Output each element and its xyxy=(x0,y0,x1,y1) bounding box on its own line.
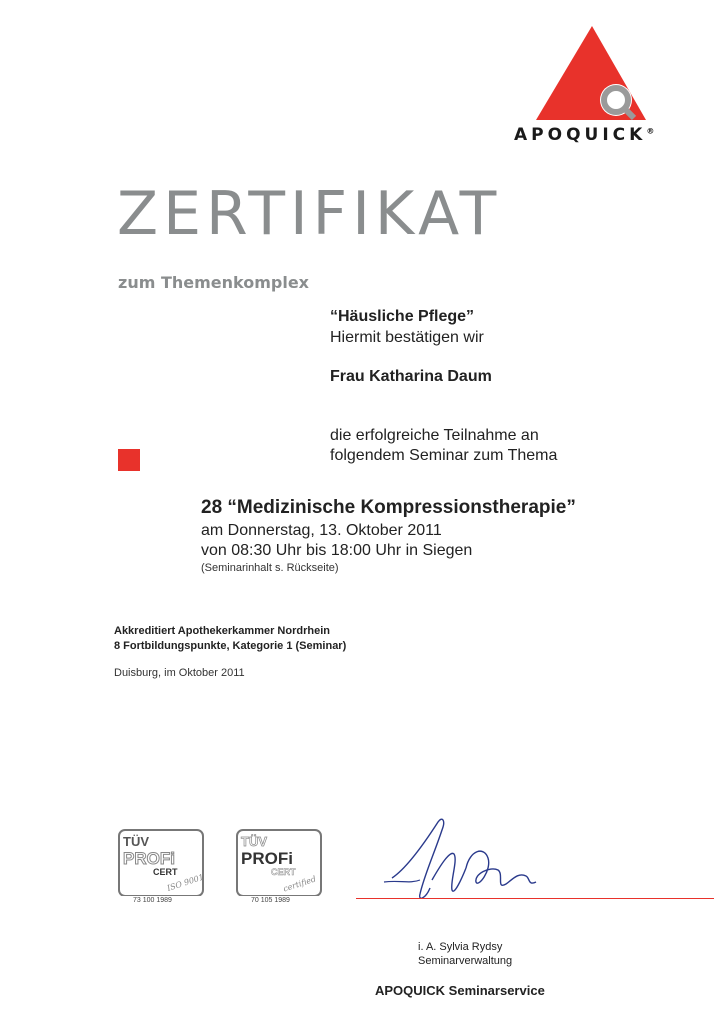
seal-profi-text: PROFi xyxy=(123,849,175,868)
topic: “Häusliche Pflege” xyxy=(330,308,475,325)
seminar-title: 28 “Medizinische Kompressionstherapie” xyxy=(201,497,576,518)
seal-script-text: ISO 9001 xyxy=(165,872,205,893)
seminar-time: von 08:30 Uhr bis 18:00 Uhr in Siegen xyxy=(201,542,473,559)
participation-line-1: die erfolgreiche Teilnahme an xyxy=(330,427,539,444)
brand-name-text: APOQUICK xyxy=(514,125,647,145)
tuv-seal-icon xyxy=(235,828,323,906)
seminar-service: APOQUICK Seminarservice xyxy=(375,983,545,998)
signature-line xyxy=(356,898,714,899)
seal-tuv-text: TÜV xyxy=(123,834,149,849)
seal-cert-text: CERT xyxy=(271,867,296,877)
signature-icon xyxy=(380,810,550,910)
brand-name xyxy=(514,125,654,145)
place-date: Duisburg, im Oktober 2011 xyxy=(114,667,245,679)
apoquick-logo-icon xyxy=(528,22,648,122)
seminar-date: am Donnerstag, 13. Oktober 2011 xyxy=(201,522,442,539)
seal-script-text: certified xyxy=(282,874,318,894)
seminar-note: (Seminarinhalt s. Rückseite) xyxy=(201,562,339,574)
recipient-name: Frau Katharina Daum xyxy=(330,368,492,385)
certificate-title: ZERTIFIKAT xyxy=(117,179,502,249)
registered-mark: ® xyxy=(646,126,655,136)
confirmation-text: Hiermit bestätigen wir xyxy=(330,329,484,346)
seal-cert-text: CERT xyxy=(153,867,178,877)
red-square-icon xyxy=(118,449,140,471)
accreditation-line-1: Akkreditiert Apothekerkammer Nordrhein xyxy=(114,625,330,637)
tuv-seal-icon xyxy=(117,828,205,906)
seal-number: 70 105 1989 xyxy=(251,897,290,904)
signer-name: i. A. Sylvia Rydsy xyxy=(418,941,503,953)
seal-tuv-text: TÜV xyxy=(241,834,267,849)
accreditation-line-2: 8 Fortbildungspunkte, Kategorie 1 (Seminar) xyxy=(114,640,347,652)
participation-line-2: folgendem Seminar zum Thema xyxy=(330,447,558,464)
signer-department: Seminarverwaltung xyxy=(418,955,513,967)
certificate-subtitle: zum Themenkomplex xyxy=(118,273,309,292)
seal-profi-text: PROFi xyxy=(241,849,293,868)
seal-number: 73 100 1989 xyxy=(133,897,172,904)
